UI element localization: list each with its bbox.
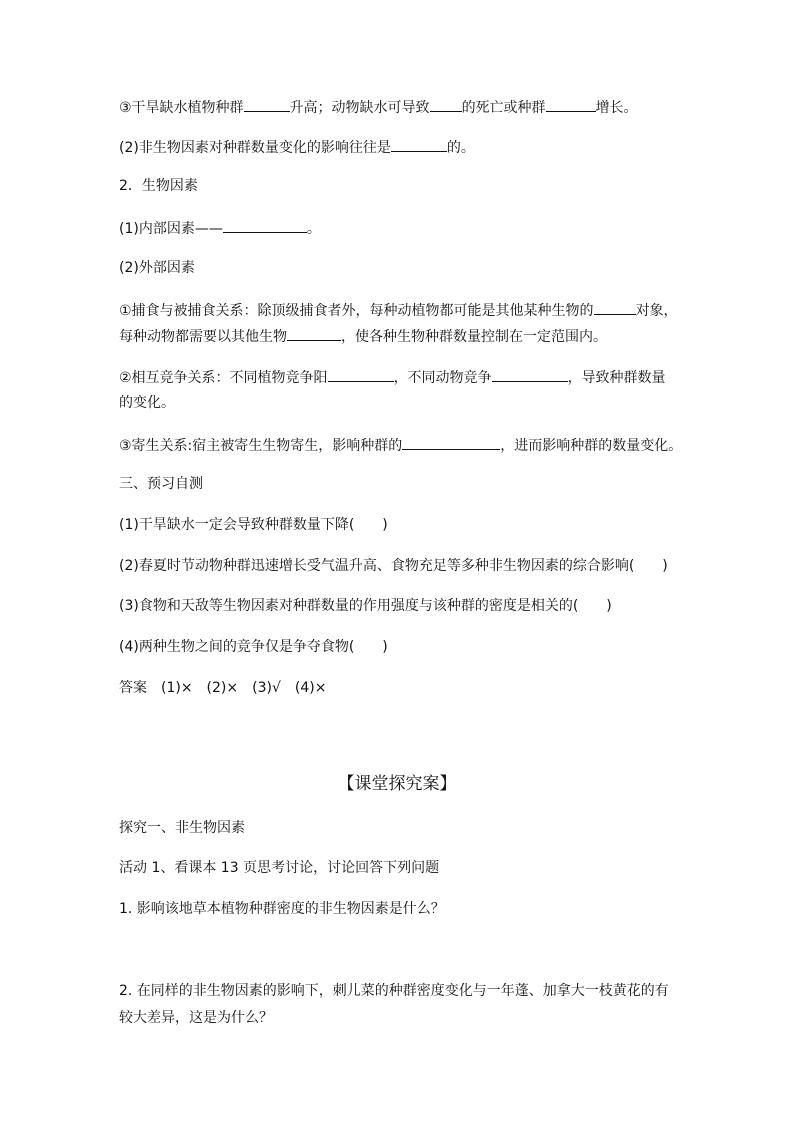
internal-text-b: 。: [306, 221, 321, 237]
predation-text-c: 每种动物都需要以其他生物: [119, 329, 287, 345]
competition-text-c: ，导致种群数量: [567, 370, 666, 386]
predation-text-d: ，使各种生物种群数量控制在一定范围内。: [341, 329, 607, 345]
selftest-q2: (2)春夏时节动物种群迅速增长受气温升高、食物充足等多种非生物因素的综合影响( ): [119, 558, 668, 574]
parasitism-text-b: ，进而影响种群的数量变化。: [500, 438, 683, 454]
activity-line: 活动 1、看课本 13 页思考讨论，讨论回答下列问题: [119, 860, 440, 876]
answer-blank: [287, 325, 341, 341]
answer-blank: [328, 366, 394, 382]
parasitism-line: [119, 434, 682, 456]
question-2-line-1: 2. 在同样的非生物因素的影响下，刺儿菜的种群密度变化与一年蓬、加拿大一枝黄花的有: [119, 983, 669, 999]
sub2-text-a: (2)非生物因素对种群数量变化的影响往往是: [119, 140, 391, 156]
answer-blank: [492, 366, 568, 382]
answer-blank: [244, 96, 290, 112]
internal-text-a: (1)内部因素——: [119, 221, 223, 237]
item3-text-d: 增长。: [595, 100, 638, 116]
internal-factor-line: [119, 217, 321, 239]
item3-text-a: ③干旱缺水植物种群: [119, 100, 244, 116]
answer-blank: [546, 96, 596, 112]
competition-line-2: 的变化。: [119, 395, 175, 411]
competition-text-b: ，不同动物竞争: [393, 370, 492, 386]
answer-blank: [223, 217, 307, 233]
item3-text-b: 升高；动物缺水可导致: [289, 100, 430, 116]
selftest-answer: 答案 (1)× (2)× (3)√ (4)×: [119, 680, 327, 696]
section2-title: 2．生物因素: [119, 178, 198, 194]
parasitism-text-a: ③寄生关系:宿主被寄生生物寄生，影响种群的: [119, 438, 403, 454]
section-heading: 【课堂探究案】: [337, 774, 457, 794]
predation-line-2: [119, 325, 607, 347]
selftest-q4: (4)两种生物之间的竞争仅是争夺食物( ): [119, 639, 388, 655]
selftest-q1: (1)干旱缺水一定会导致种群数量下降( ): [119, 517, 388, 533]
sub2-line: [119, 136, 475, 158]
answer-blank: [430, 96, 462, 112]
competition-text-a: ②相互竞争关系：不同植物竞争阳: [119, 370, 328, 386]
selftest-q3: (3)食物和天敌等生物因素对种群数量的作用强度与该种群的密度是相关的( ): [119, 598, 612, 614]
item3-line: [119, 96, 638, 118]
predation-text-b: 对象，: [635, 303, 678, 319]
selftest-title: 三、预习自测: [119, 476, 203, 492]
predation-line-1: [119, 299, 678, 321]
question-2-line-2: 较大差异，这是为什么？: [119, 1010, 273, 1026]
answer-blank: [402, 434, 500, 450]
external-factor-title: (2)外部因素: [119, 260, 195, 276]
question-1: 1. 影响该地草本植物种群密度的非生物因素是什么？: [119, 901, 445, 917]
sub2-text-b: 的。: [446, 140, 475, 156]
predation-text-a: ①捕食与被捕食关系：除顶级捕食者外，每种动植物都可能是其他某种生物的: [119, 303, 594, 319]
competition-line-1: [119, 366, 666, 388]
answer-blank: [391, 136, 447, 152]
item3-text-c: 的死亡或种群: [461, 100, 546, 116]
answer-blank: [594, 299, 636, 315]
explore-topic: 探究一、非生物因素: [119, 820, 245, 836]
